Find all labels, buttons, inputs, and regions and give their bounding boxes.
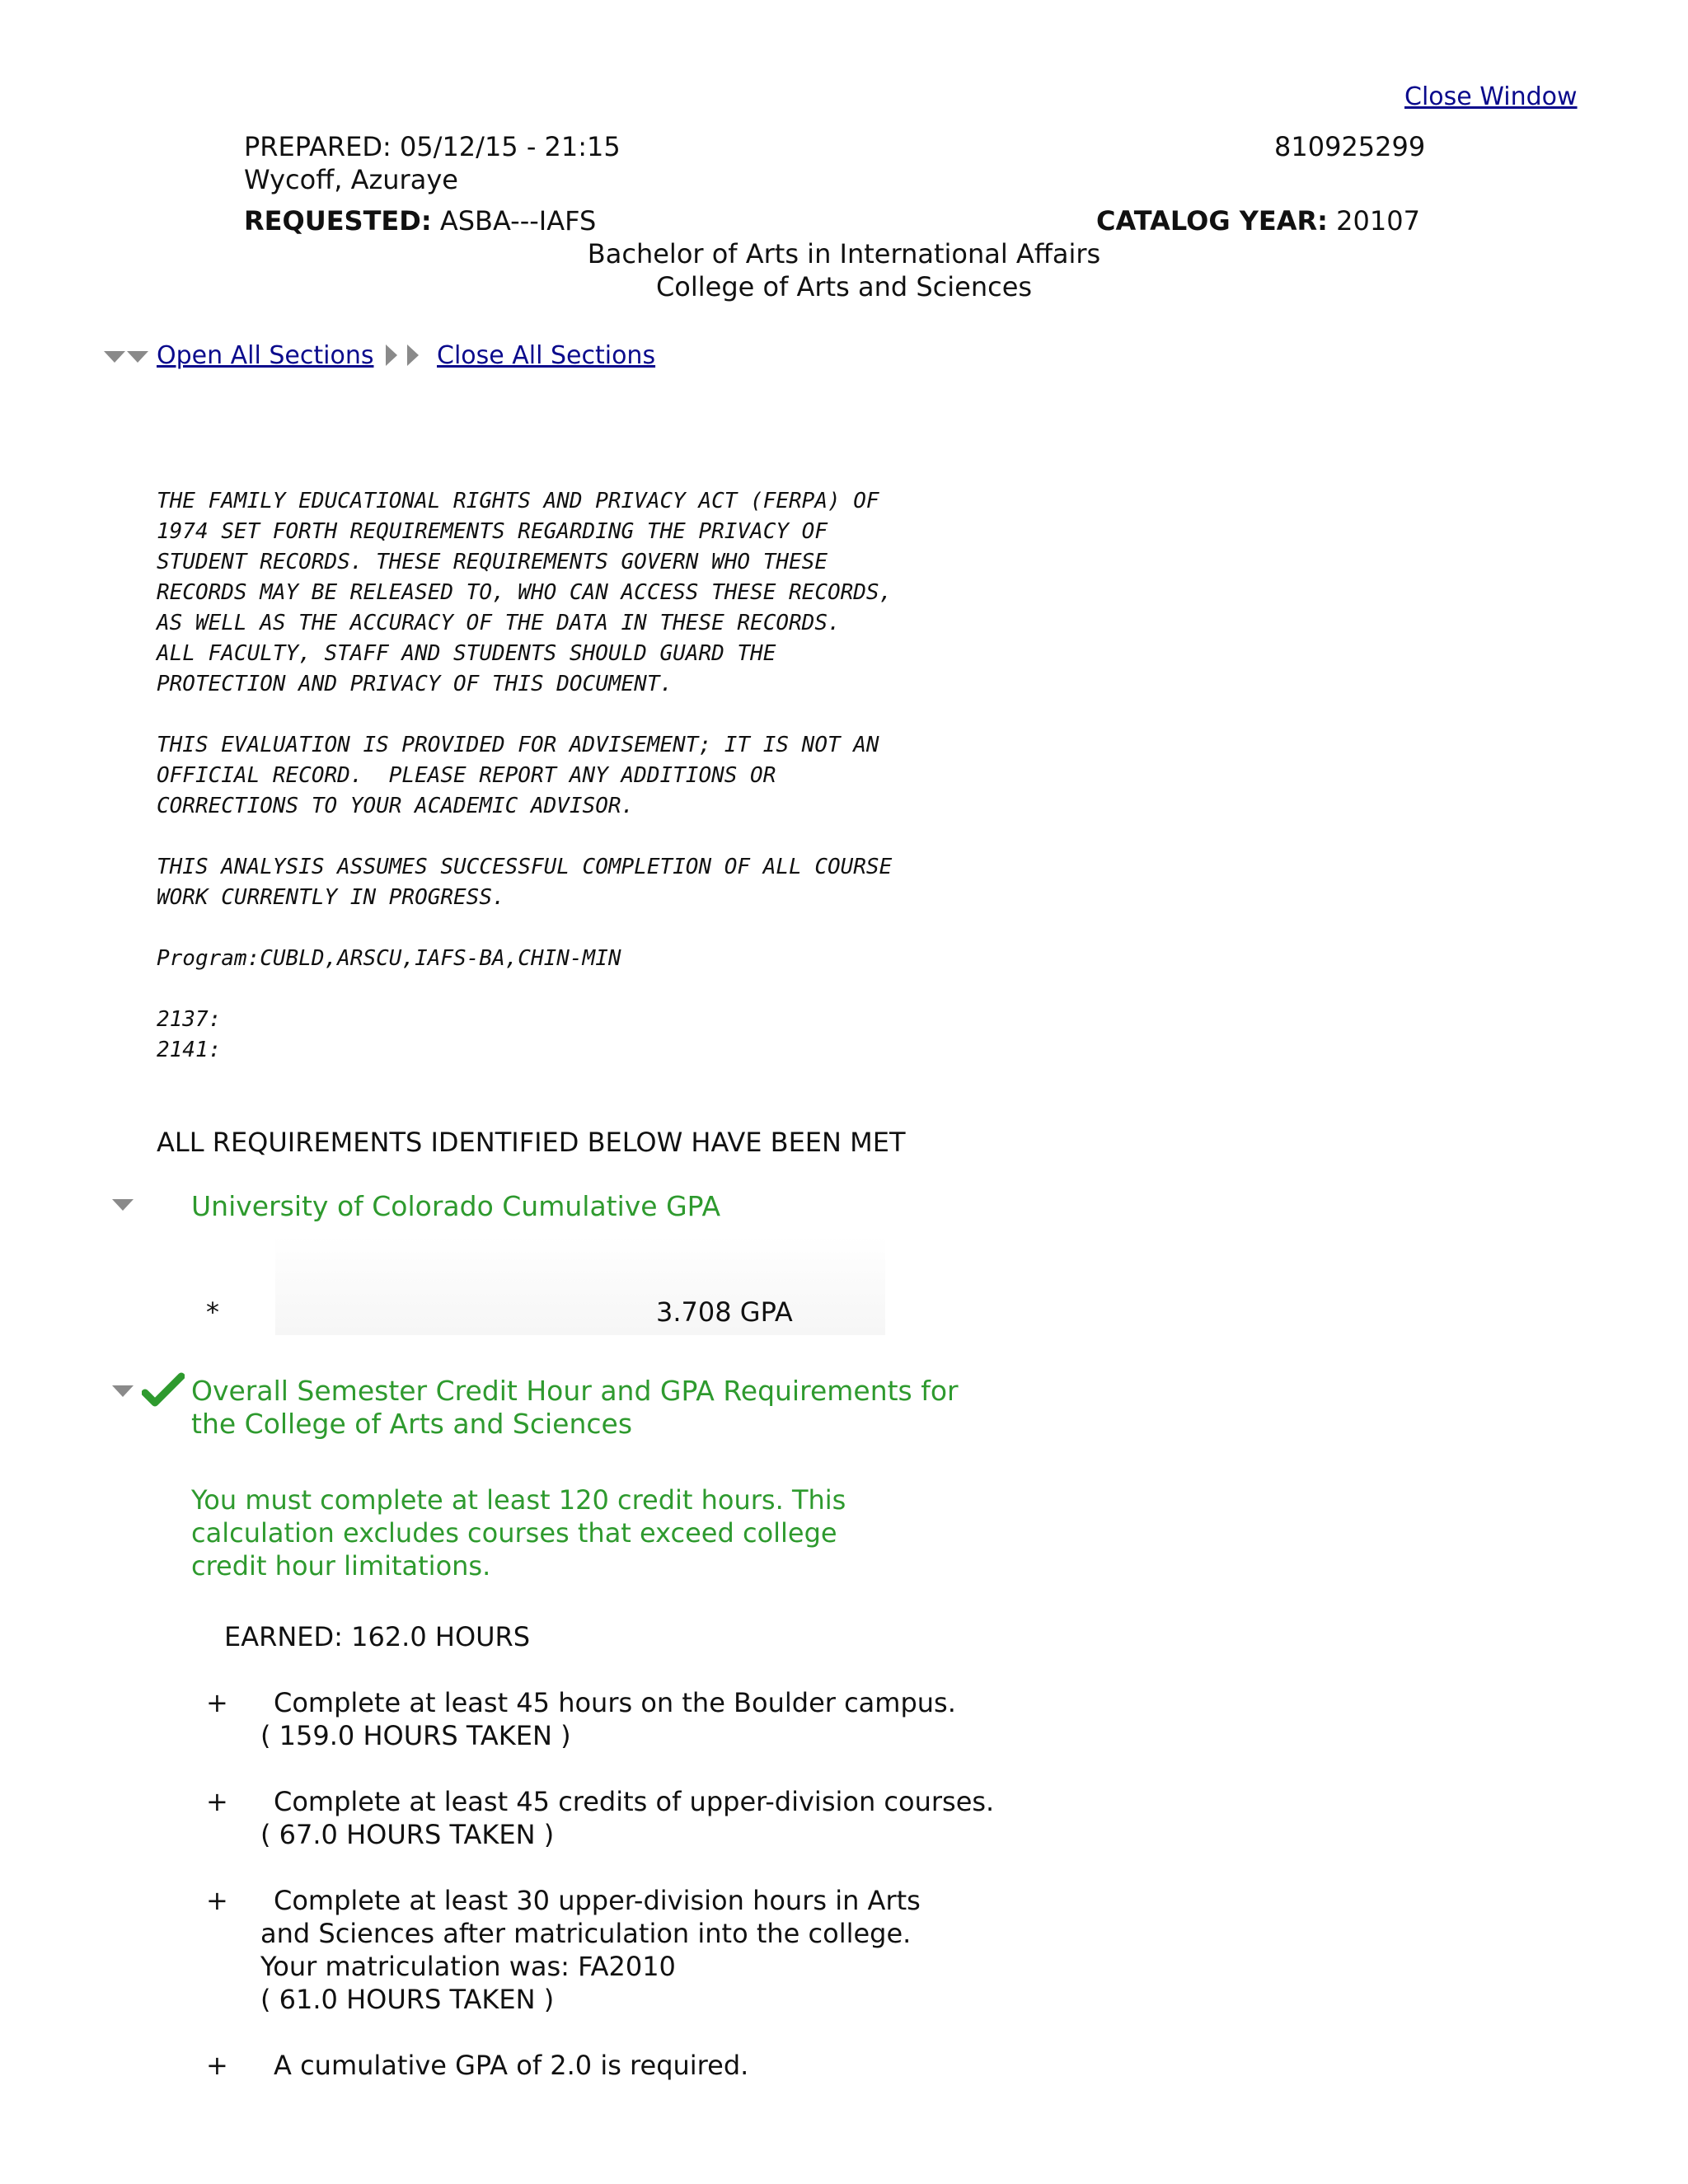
overall-description [191, 1483, 846, 1582]
section-controls [104, 349, 148, 366]
sub-req-text: Complete at least 45 hours on the Boulder campus. [274, 1687, 956, 1718]
gpa-section-toggle-icon[interactable] [112, 1198, 134, 1214]
requested-label: REQUESTED: [244, 205, 432, 237]
notice-line: THE FAMILY EDUCATIONAL RIGHTS AND PRIVACY ACT (FERPA) OF [157, 489, 879, 513]
student-id: 810925299 [1274, 131, 1426, 162]
sub-req-detail: ( 67.0 HOURS TAKEN ) [260, 1819, 555, 1850]
prepared-date: PREPARED: 05/12/15 - 21:15 [244, 131, 621, 162]
ferpa-notice [157, 486, 892, 1066]
notice-line: PROTECTION AND PRIVACY OF THIS DOCUMENT. [157, 672, 673, 696]
sub-req-marker: + [206, 2050, 228, 2081]
analysis-line: THIS ANALYSIS ASSUMES SUCCESSFUL COMPLETION OF ALL COURSE [157, 855, 893, 879]
sub-req-text: A cumulative GPA of 2.0 is required. [274, 2050, 749, 2081]
description-line: calculation excludes courses that exceed college [191, 1517, 837, 1549]
notice-line: ALL FACULTY, STAFF AND STUDENTS SHOULD GUARD THE [157, 641, 776, 666]
sub-req-marker: + [206, 1885, 228, 1916]
overall-section-title[interactable] [191, 1375, 959, 1441]
overall-title-line: the College of Arts and Sciences [191, 1408, 633, 1440]
term-line: 2137: [157, 1007, 222, 1032]
close-window-link[interactable]: Close Window [1404, 82, 1578, 111]
advisement-line: THIS EVALUATION IS PROVIDED FOR ADVISEMENT; IT IS NOT AN [157, 733, 879, 757]
gpa-value: 3.708 GPA [656, 1296, 793, 1328]
gpa-section-title[interactable]: University of Colorado Cumulative GPA [191, 1190, 721, 1222]
notice-line: STUDENT RECORDS. THESE REQUIREMENTS GOVERN WHO THESE [157, 550, 828, 574]
sub-req-detail: ( 61.0 HOURS TAKEN ) [260, 1984, 555, 2015]
catalog-year-label: CATALOG YEAR: [1096, 205, 1328, 237]
sub-req-marker: + [206, 1687, 228, 1718]
close-all-sections-link[interactable]: Close All Sections [437, 341, 656, 370]
catalog-year-row [1096, 204, 1420, 237]
sub-req-text: Complete at least 30 upper-division hours in Arts [274, 1885, 921, 1916]
notice-line: RECORDS MAY BE RELEASED TO, WHO CAN ACCESS THESE RECORDS, [157, 580, 893, 605]
sub-req-detail: Your matriculation was: FA2010 [260, 1951, 676, 1982]
requested-value: ASBA---IAFS [439, 205, 597, 237]
description-line: You must complete at least 120 credit hours. This [191, 1484, 846, 1516]
close-all-icon[interactable] [386, 344, 419, 369]
requested-row [244, 204, 596, 237]
catalog-year-value: 20107 [1336, 205, 1420, 237]
analysis-line: WORK CURRENTLY IN PROGRESS. [157, 885, 505, 910]
sub-req-detail: ( 159.0 HOURS TAKEN ) [260, 1720, 571, 1751]
notice-line: AS WELL AS THE ACCURACY OF THE DATA IN THESE RECORDS. [157, 611, 841, 635]
open-all-sections-link[interactable]: Open All Sections [157, 341, 374, 370]
notice-line: 1974 SET FORTH REQUIREMENTS REGARDING THE PRIVACY OF [157, 519, 828, 544]
advisement-line: OFFICIAL RECORD. PLEASE REPORT ANY ADDITIONS OR [157, 763, 776, 788]
earned-hours: EARNED: 162.0 HOURS [224, 1621, 531, 1652]
student-name: Wycoff, Azuraye [244, 164, 458, 195]
overall-section-toggle-icon[interactable] [112, 1385, 134, 1400]
program-line: Program:CUBLD,ARSCU,IAFS-BA,CHIN-MIN [157, 946, 621, 971]
overall-title-line: Overall Semester Credit Hour and GPA Requirements for [191, 1375, 959, 1407]
description-line: credit hour limitations. [191, 1550, 491, 1582]
sub-req-detail: and Sciences after matriculation into the college. [260, 1918, 912, 1949]
sub-req-marker: + [206, 1786, 228, 1817]
college-title: College of Arts and Sciences [655, 271, 1033, 302]
gpa-value-box [275, 1236, 885, 1335]
checkmark-icon [142, 1371, 185, 1408]
open-all-icon[interactable] [104, 350, 148, 366]
gpa-marker: * [206, 1296, 219, 1328]
term-line: 2141: [157, 1038, 222, 1062]
advisement-line: CORRECTIONS TO YOUR ACADEMIC ADVISOR. [157, 794, 635, 818]
sub-req-text: Complete at least 45 credits of upper-division courses. [274, 1786, 995, 1817]
requirements-status: ALL REQUIREMENTS IDENTIFIED BELOW HAVE BEEN MET [157, 1127, 906, 1158]
degree-title: Bachelor of Arts in International Affairs [587, 238, 1101, 269]
